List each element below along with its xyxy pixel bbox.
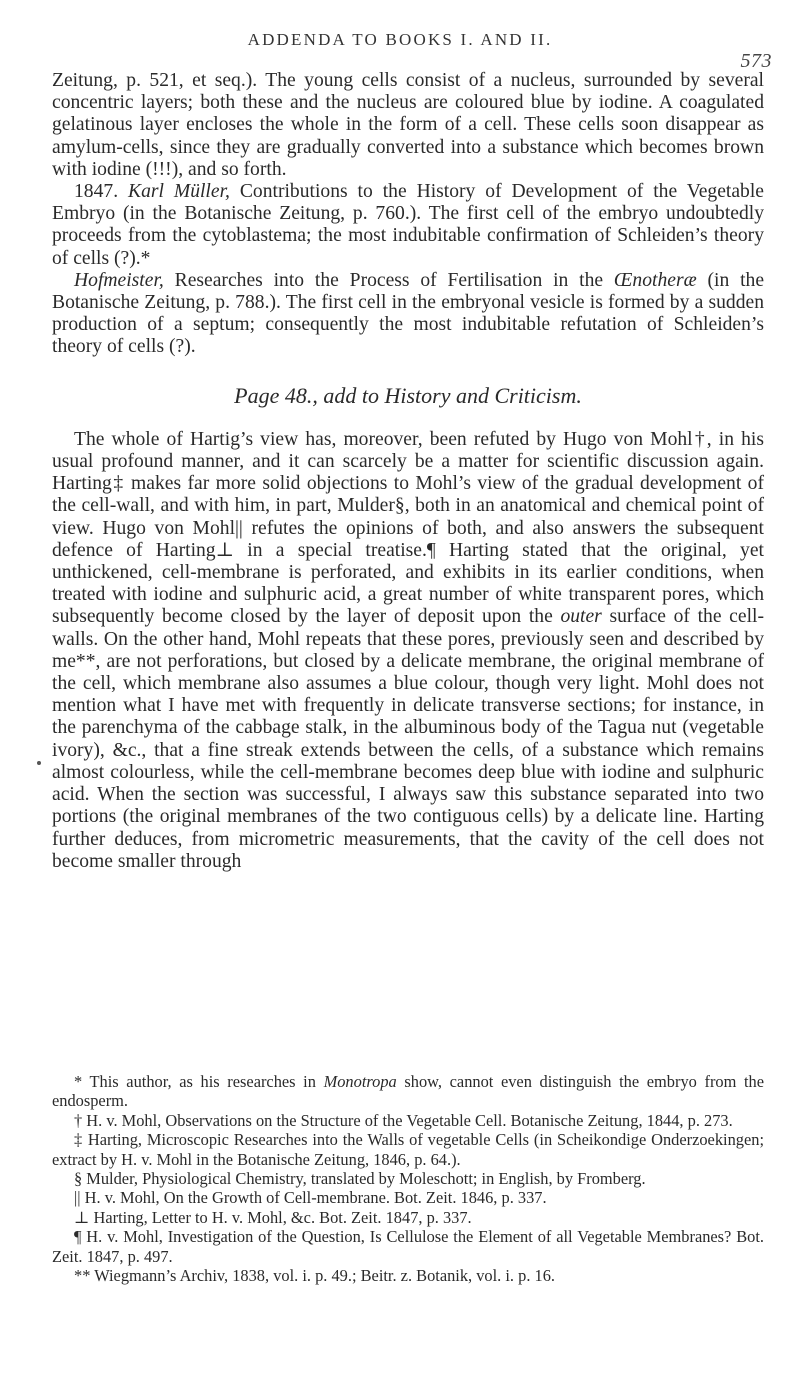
genus-name: Monotropa	[323, 1072, 397, 1091]
running-head: ADDENDA TO BOOKS I. AND II.	[247, 30, 553, 49]
author-name: Karl Müller,	[128, 181, 230, 203]
paragraph-text: Researches into the Process of Fertilisation in the	[163, 269, 614, 291]
year-label: 1847.	[74, 181, 119, 203]
footnote: ** Wiegmann’s Archiv, 1838, vol. i. p. 49.; Beitr. z. Botanik, vol. i. p. 16.	[74, 1266, 556, 1286]
footnote: ⊥ Harting, Letter to H. v. Mohl, &c. Bot. Zeit. 1847, p. 337.	[74, 1207, 472, 1227]
page-number: 573	[740, 50, 772, 72]
genus-name: Œnotheræ	[613, 269, 697, 291]
footnotes	[52, 1072, 764, 1285]
print-speck	[37, 761, 41, 765]
paragraph-hofmeister	[52, 270, 764, 359]
footnote-text: show, cannot even distinguish the embryo from the endosperm.	[52, 1072, 765, 1111]
section-heading: Page 48., add to History and Criticism.	[234, 382, 582, 408]
body-text	[52, 70, 764, 873]
author-name: Hofmeister,	[74, 269, 164, 291]
footnote: ‡ Harting, Microscopic Researches into the Walls of vegetable Cells (in Scheikondige Onderzoekingen; extract by H. v. Mohl in the Botanische Zeitung, 1846, p. 64.).	[52, 1130, 764, 1169]
paragraph-text: (in the Botanische Zeitung, p. 788.). The first cell in the embryonal vesicle is formed by a sudden production of a septum; consequently the most indubitable refutation of Schleiden’s theory of cells (?).	[52, 269, 765, 358]
footnote: || H. v. Mohl, On the Growth of Cell-membrane. Bot. Zeit. 1846, p. 337.	[74, 1188, 547, 1208]
paragraph-text: Contributions to the History of Development of the Vegetable Embryo (in the Botanische Zeitung, p. 760.). The first cell of the embryo undoubtedly proceeds from the cytoblastema; the most indubitable confirmation of Schleiden’s theory of cells (?).*	[52, 181, 764, 269]
footnote: § Mulder, Physiological Chemistry, translated by Moleschott; in English, by Fromberg.	[74, 1169, 646, 1189]
emphasis-word: outer	[560, 606, 602, 628]
paragraph-hartig	[52, 429, 764, 873]
paragraph-text: The whole of Hartig’s view has, moreover, been refuted by Hugo von Mohl†, in his usual profound manner, and it can scarcely be a matter for scientific discussion again. Harting‡ makes far more solid objections to Mohl’s view of the gradual development of the cell-wall, and with him, in part, Mulder§, both in an anatomical and chemical point of view. Hugo von Mohl|| refutes the opinions of both, and also answers the subsequent defence of Harting⊥ in a special treatise.¶ Harting stated that the original, yet unthickened, cell-membrane is perforated, and exhibits in its earlier conditions, when treated with iodine and sulphuric acid, a great number of white transparent pores, which subsequently become closed by the layer of deposit upon the	[52, 428, 764, 628]
paragraph-continuation: Zeitung, p. 521, et seq.). The young cells consist of a nucleus, surrounded by several concentric layers; both these and the nucleus are coloured blue by iodine. A coagulated gelatinous layer encloses the whole in the form of a cell. These cells soon disappear as amylum-cells, since they are gradually converted into a substance which becomes brown with iodine (!!!), and so forth.	[52, 70, 764, 180]
footnote-text: * This author, as his researches in	[74, 1072, 324, 1091]
paragraph-muller	[52, 181, 764, 270]
footnote: † H. v. Mohl, Observations on the Structure of the Vegetable Cell. Botanische Zeitung, 1844, p. 273.	[74, 1110, 733, 1130]
footnote	[52, 1072, 764, 1111]
paragraph-text: surface of the cell-walls. On the other hand, Mohl repeats that these pores, previously seen and described by me**, are not perforations, but closed by a delicate membrane, the original membrane of the cell, which membrane also assumes a blue colour, though very light. Mohl does not mention what I have met with frequently in delicate transverse sections; for instance, in the parenchyma of the cabbage stalk, in the albuminous body of the Tagua nut (vegetable ivory), &c., that a fine streak extends between the cells, of a substance which remains almost colourless, while the cell-membrane becomes deep blue with iodine and sulphuric acid. When the section was successful, I always saw this substance separated into two portions (the original membranes of the two contiguous cells) by a delicate line. Harting further deduces, from micrometric measurements, that the cavity of the cell does not become smaller through	[52, 606, 764, 872]
footnote: ¶ H. v. Mohl, Investigation of the Question, Is Cellulose the Element of all Vegetable Membranes? Bot. Zeit. 1847, p. 497.	[52, 1227, 764, 1266]
